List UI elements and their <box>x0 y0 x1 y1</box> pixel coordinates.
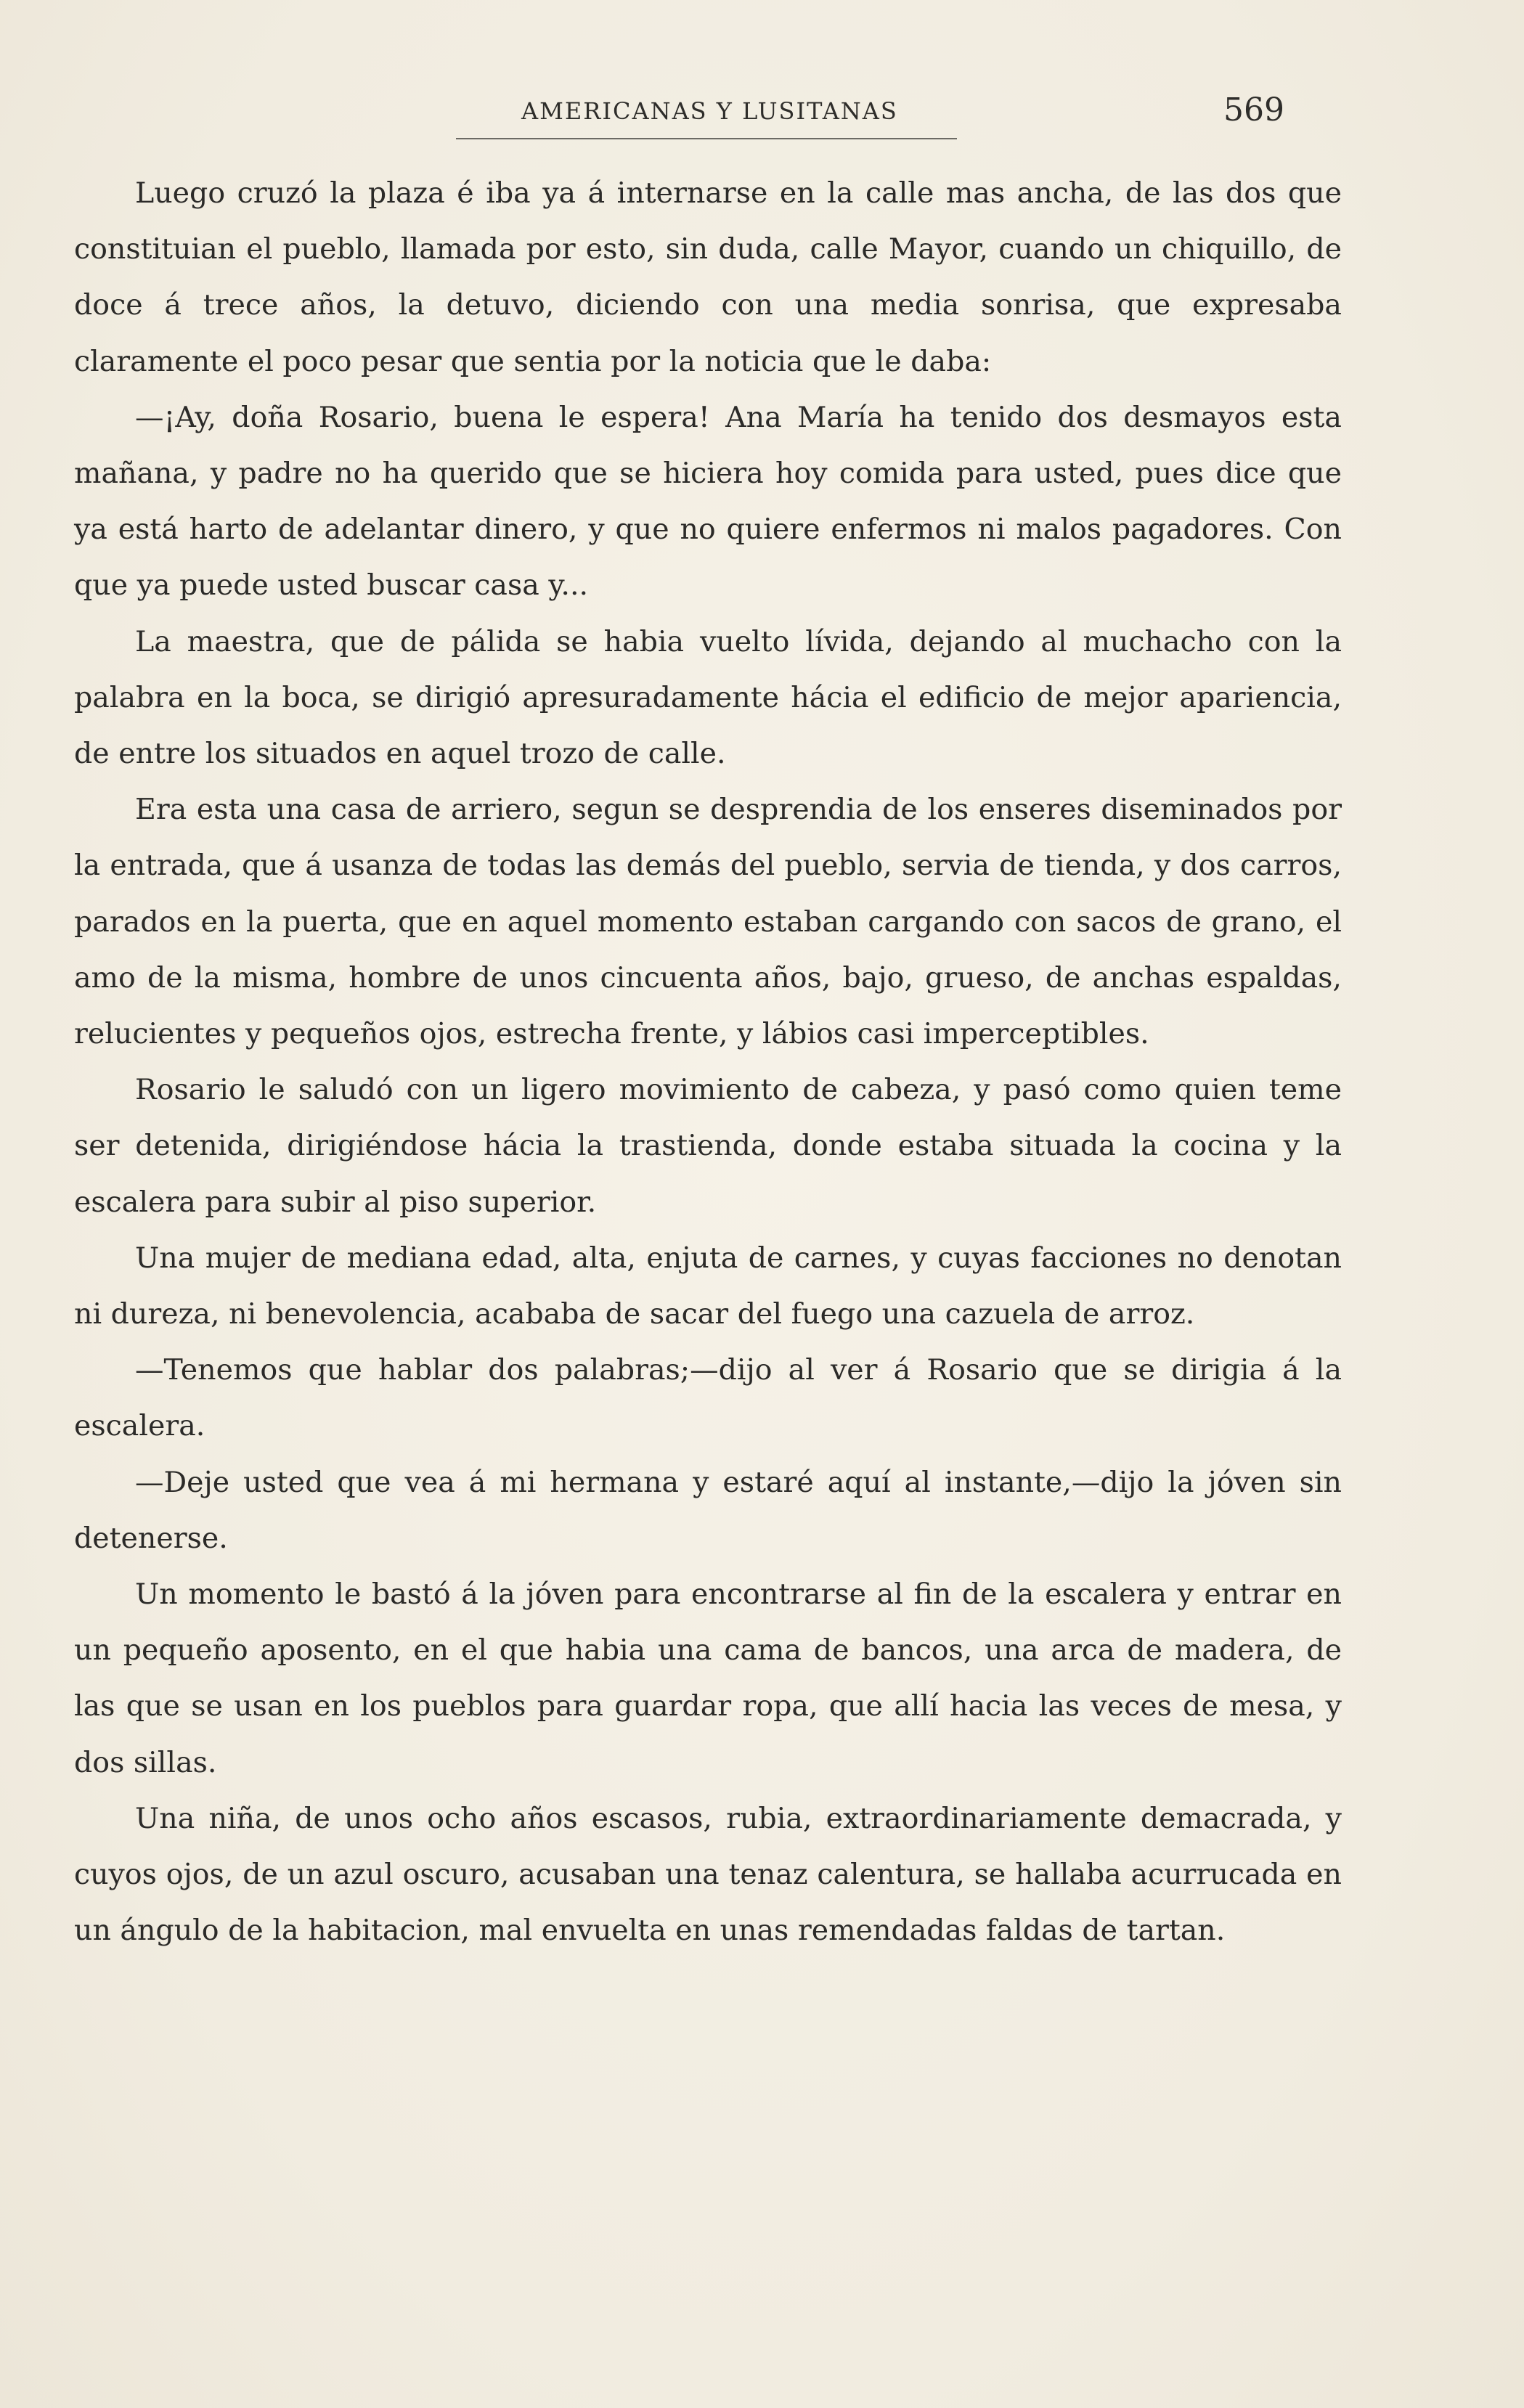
paragraph: Una niña, de unos ocho años escasos, rubia, extraordinariamente demacrada, y cuyos ojos, de un azul oscuro, acusaban una tenaz calentura, se hallaba acurrucada en un ángulo de la habitacion, mal envuelta en unas remendadas faldas de tartan. <box>74 1801 1342 1948</box>
page-number: 569 <box>1223 91 1284 128</box>
paragraph: —¡Ay, doña Rosario, buena le espera! Ana María ha tenido dos desmayos esta mañana, y padre no ha querido que se hiciera hoy comida para usted, pues dice que ya está harto de adelantar dinero, y que no quiere enfermos ni malos pagadores. Con que ya puede usted buscar casa y... <box>74 400 1342 603</box>
paragraph: Rosario le saludó con un ligero movimiento de cabeza, y pasó como quien teme ser detenida, dirigiéndose hácia la trastienda, donde estaba situada la cocina y la escalera para subir al piso superior. <box>74 1073 1342 1219</box>
running-title: AMERICANAS Y LUSITANAS <box>521 97 898 125</box>
header-rule <box>456 138 957 139</box>
paragraph: Era esta una casa de arriero, segun se desprendia de los enseres diseminados por la entrada, que á usanza de todas las demás del pueblo, servia de tienda, y dos carros, parados en la puerta, que en aquel momento estaban cargando con sacos de grano, el amo de la misma, hombre de unos cincuenta años, bajo, grueso, de anchas espaldas, relucientes y pequeños ojos, estrecha frente, y lábios casi imperceptibles. <box>74 793 1342 1051</box>
body-text <box>74 166 1342 1959</box>
paragraph: Un momento le bastó á la jóven para encontrarse al fin de la escalera y entrar en un pequeño aposento, en el que habia una cama de bancos, una arca de madera, de las que se usan en los pueblos para guardar ropa, que allí hacia las veces de mesa, y dos sillas. <box>74 1578 1342 1779</box>
paragraph: La maestra, que de pálida se habia vuelto lívida, dejando al muchacho con la palabra en la boca, se dirigió apresuradamente hácia el edificio de mejor apariencia, de entre los situados en aquel trozo de calle. <box>74 624 1342 771</box>
paragraph: Luego cruzó la plaza é iba ya á internarse en la calle mas ancha, de las dos que constituian el pueblo, llamada por esto, sin duda, calle Mayor, cuando un chiquillo, de doce á trece años, la detuvo, diciendo con una media sonrisa, que expresaba claramente el poco pesar que sentia por la noticia que le daba: <box>74 176 1342 378</box>
paragraph: Una mujer de mediana edad, alta, enjuta de carnes, y cuyas facciones no denotan ni dureza, ni benevolencia, acababa de sacar del fuego una cazuela de arroz. <box>74 1241 1342 1331</box>
paragraph: —Deje usted que vea á mi hermana y estaré aquí al instante,—dijo la jóven sin detenerse. <box>74 1465 1342 1555</box>
running-header <box>0 89 1524 132</box>
paragraph: —Tenemos que hablar dos palabras;—dijo al ver á Rosario que se dirigia á la escalera. <box>74 1353 1342 1443</box>
